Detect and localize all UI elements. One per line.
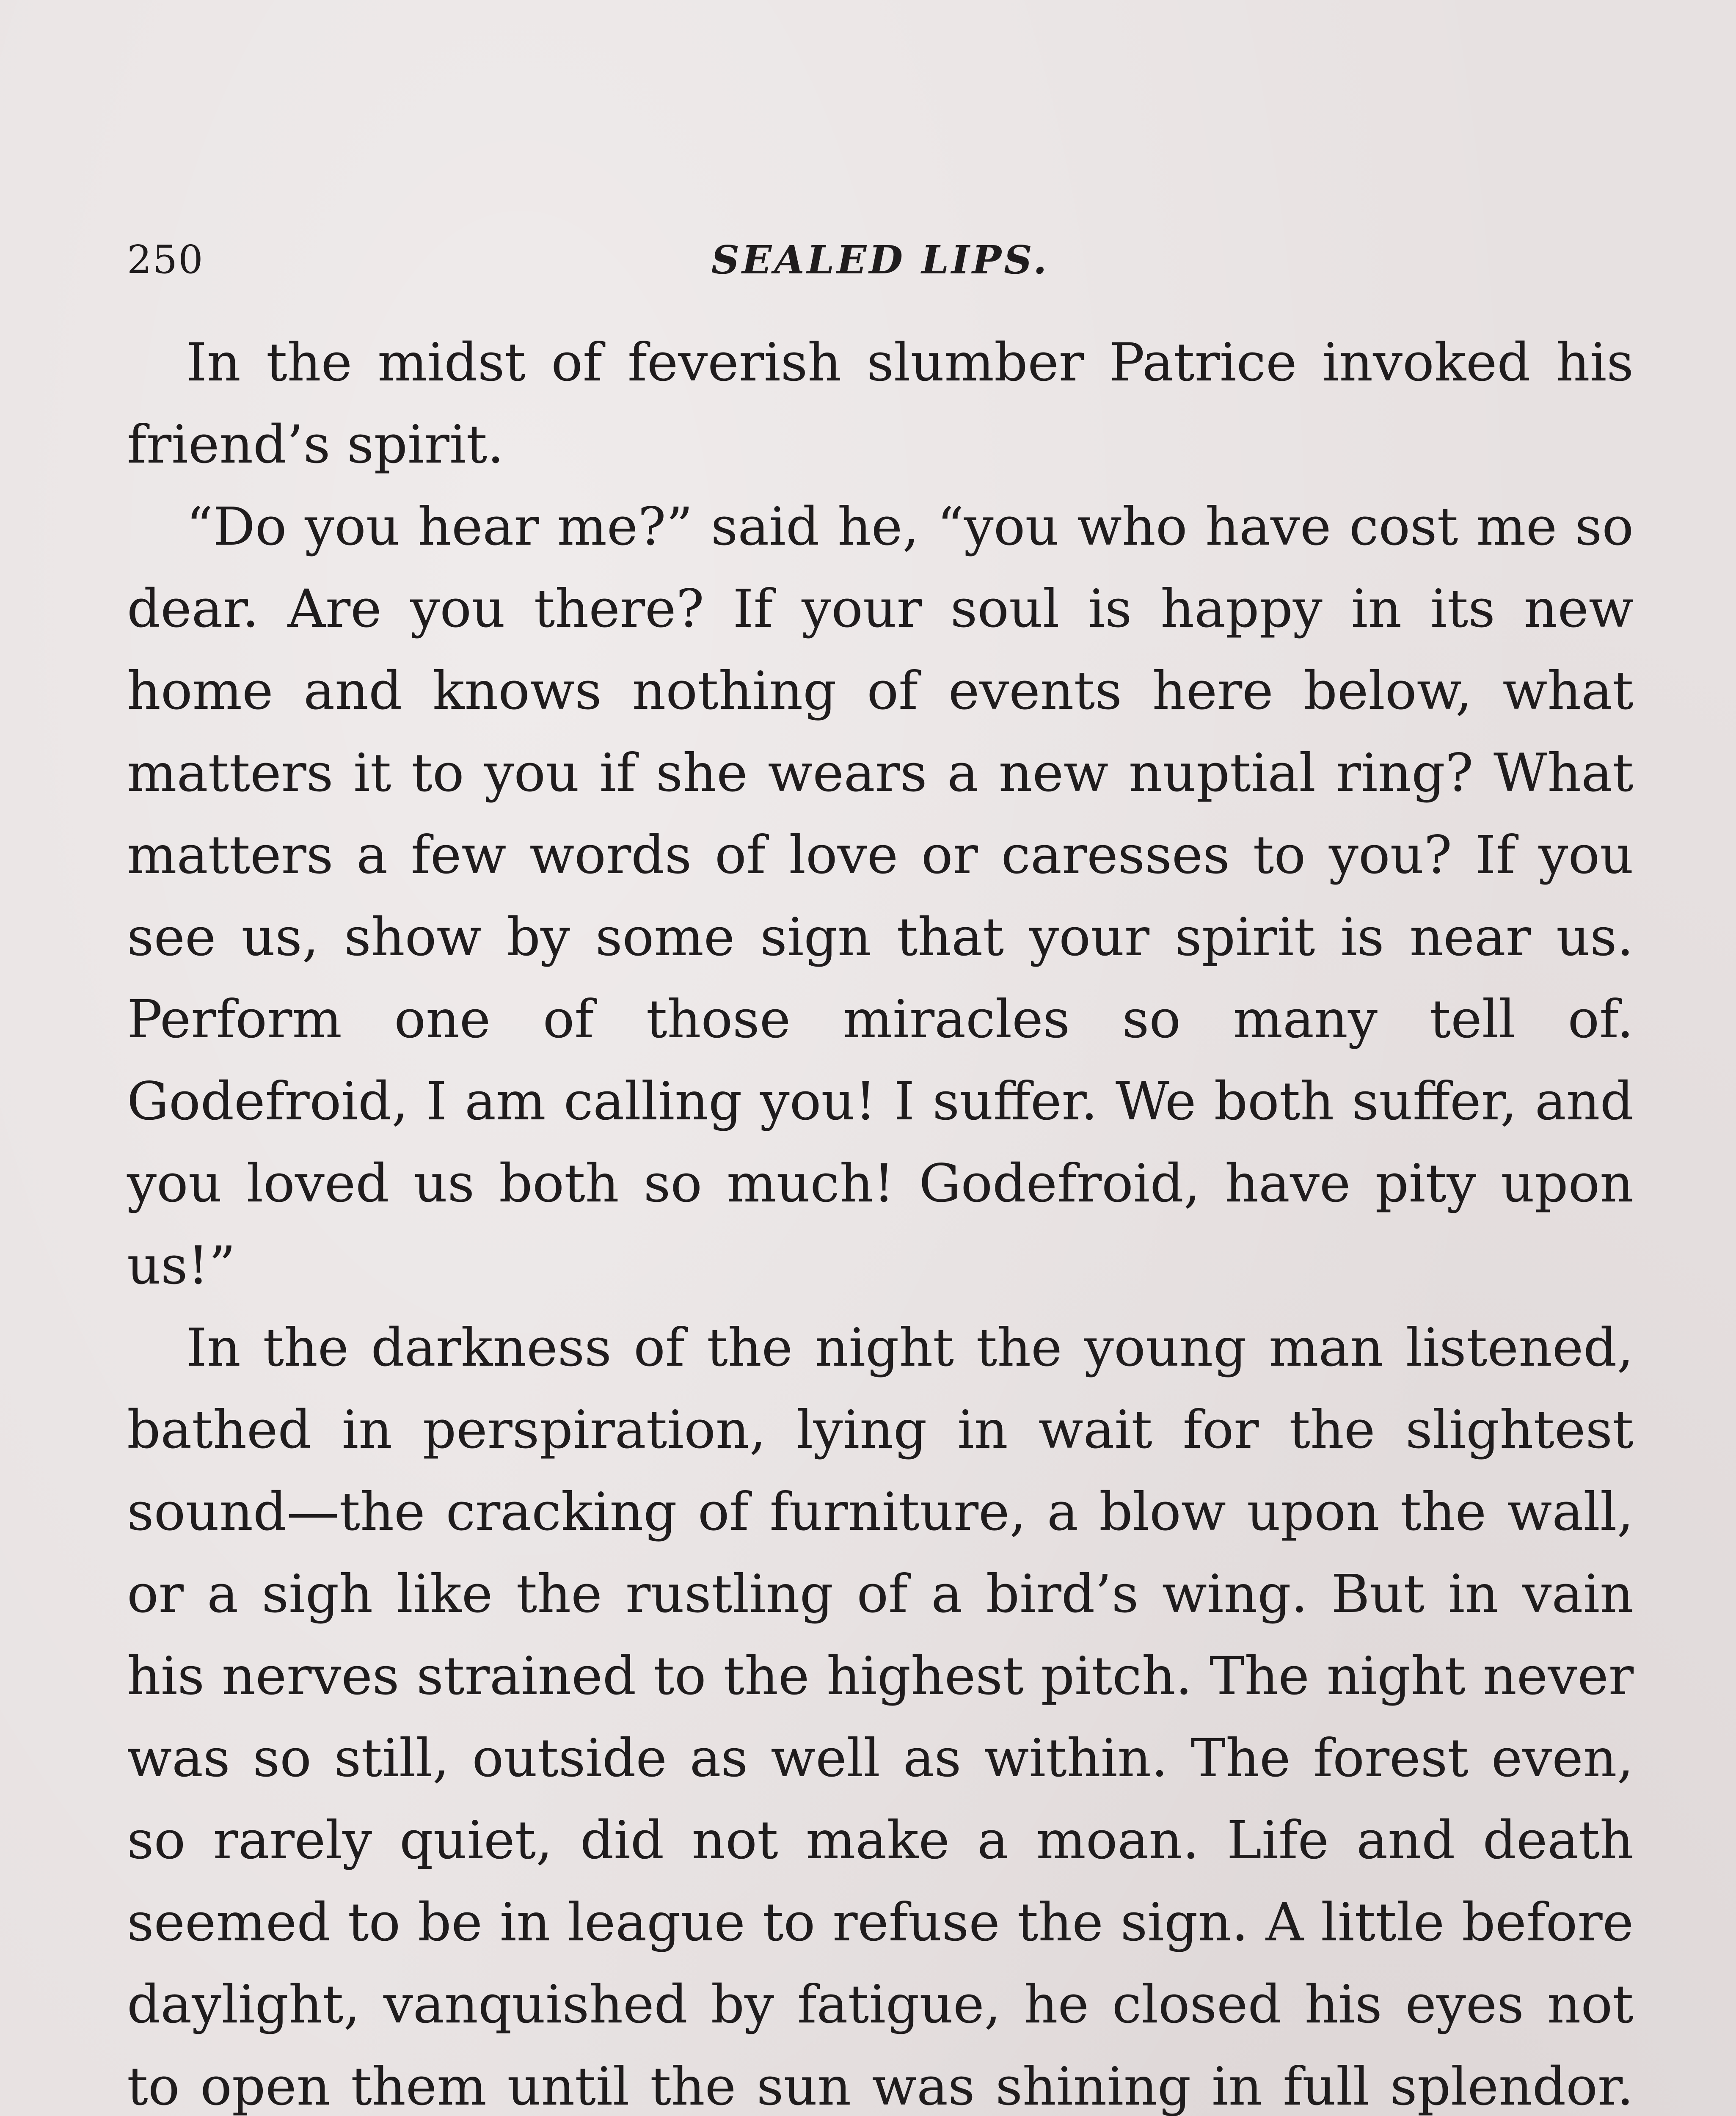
page-number: 250 (127, 237, 204, 282)
paragraph: “Do you hear me?” said he, “you who have cost me so dear. Are you there? If your soul is happy in its new home and knows nothing of events here below, what matters it to you if she wears a new nuptial ring? What matters a few words of love or caresses to you? If you see us, show by some sign that your spirit is near us. Perform one of those miracles so many tell of. Godefroid, I am calling you! I suffer. We both suffer, and you loved us both so much! Godefroid, have pity upon us!” (127, 496, 1634, 1296)
paragraph: In the darkness of the night the young man listened, bathed in perspiration, lying in wait for the slightest sound—the cracking of furniture, a blow upon the wall, or a sigh like the rustling of a bird’s wing. But in vain his nerves strained to the highest pitch. The night never was so still, outside as well as within. The forest even, so rarely quiet, did not make a moan. Life and death seemed to be in league to refuse the sign. A little before daylight, vanquished by fatigue, he closed his eyes not to open them until the sun was shining in full splendor. (127, 1317, 1634, 2116)
book-page (127, 229, 1634, 2116)
page-header (127, 229, 1634, 300)
running-title: SEALED LIPS. (711, 237, 1050, 283)
paragraph: In the midst of feverish slumber Patrice invoked his friend’s spirit. (127, 332, 1634, 475)
body-text (127, 322, 1634, 2116)
